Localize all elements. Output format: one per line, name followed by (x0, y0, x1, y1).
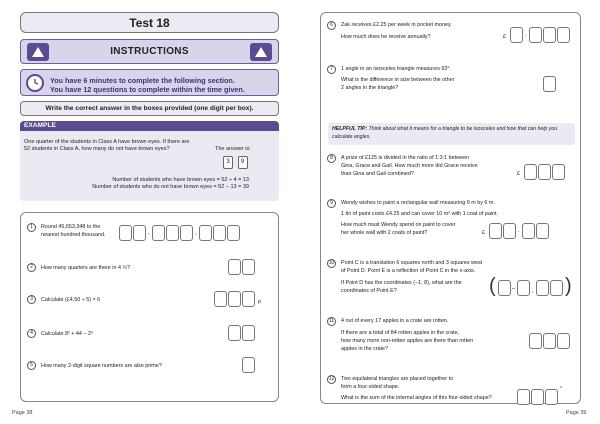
example-line-2: 52 students in Class A, how many do not have brown eyes? (24, 146, 170, 152)
answer-box[interactable] (214, 291, 227, 307)
question-text: coordinates of Point E? (341, 288, 397, 294)
question-text: How much does he receive annually? (341, 34, 431, 40)
question-text: How many 2-digit square numbers are also prime? (41, 363, 162, 369)
unit-label: p (258, 299, 261, 305)
question-number: 4 (27, 329, 36, 338)
answer-box[interactable] (550, 280, 563, 296)
warning-triangle-icon (250, 43, 272, 61)
question-text: A prize of £125 is divided in the ratio of 1:3:1 between (341, 155, 469, 161)
answer-box[interactable] (242, 259, 255, 275)
question-text: Calculate (£4.50 ÷ 5) × 6 (41, 297, 101, 303)
example-line-1: One quarter of the students in Class A have brown eyes. If there are (24, 139, 190, 145)
question-text: Two equilateral triangles are placed together to (341, 376, 454, 382)
example-working-2: Number of students who do not have brown eyes = 52 − 13 = 39 (92, 184, 249, 190)
answer-box[interactable] (545, 389, 558, 405)
question-number: 9 (327, 199, 336, 208)
answer-box[interactable] (510, 27, 523, 43)
answer-box[interactable] (517, 280, 530, 296)
clock-icon (26, 74, 44, 92)
answer-box[interactable] (489, 223, 502, 239)
instructions-label: INSTRUCTIONS (110, 46, 189, 57)
question-number: 3 (27, 295, 36, 304)
answer-digit: 9 (238, 156, 248, 169)
question-text: form a four-sided shape. (341, 384, 400, 390)
answer-box[interactable] (536, 280, 549, 296)
instructions-banner (20, 39, 279, 64)
time-line-1: You have 6 minutes to complete the following section. (50, 76, 235, 85)
right-page (300, 0, 600, 424)
helpful-tip (328, 123, 575, 145)
answer-label: The answer is: (215, 146, 251, 152)
questions-panel-left: 1 Round 45,653,348 to the nearest hundred thousand. , , 2 How many quarters are there in 4 ½? 3 Calculate (£4.50 ÷ 5) × 6 p 4 Calculate 8² + 44 − 2³ 5 How many 2-digit square numbers are also prime? (20, 212, 279, 402)
answer-box[interactable] (538, 164, 551, 180)
question-text: 1 angle in an isosceles triangle measures 93°. (341, 66, 452, 72)
time-notice (20, 69, 279, 96)
answer-box[interactable] (213, 225, 226, 241)
page-number: Page 39 (566, 410, 587, 416)
question-number: 6 (327, 21, 336, 30)
question-text: What is the difference in size between the other (341, 77, 455, 83)
question-text: Round 45,653,348 to the (41, 224, 101, 230)
answer-box[interactable] (531, 389, 544, 405)
answer-box[interactable] (529, 27, 542, 43)
answer-box[interactable] (199, 225, 212, 241)
unit-label: £ (503, 34, 506, 40)
answer-box[interactable] (543, 27, 556, 43)
question-text: than Gina and Gail combined? (341, 171, 414, 177)
answer-box[interactable] (524, 164, 537, 180)
answer-box[interactable] (152, 225, 165, 241)
question-text: If there are a total of 84 rotten apples in the crate, (341, 330, 460, 336)
question-text: Calculate 8² + 44 − 2³ (41, 331, 93, 337)
answer-box[interactable] (242, 291, 255, 307)
question-text: Zak receives £2.25 per week in pocket money. (341, 22, 452, 28)
example-panel (20, 121, 279, 201)
question-text: If Point D has the coordinates (−1, 8), what are the (341, 280, 462, 286)
answer-box[interactable] (119, 225, 132, 241)
example-working-1: Number of students who have brown eyes = 52 ÷ 4 = 13 (112, 177, 249, 183)
answer-box[interactable] (517, 389, 530, 405)
tip-text: Think about what it means for a triangle to be isosceles and how that can help you calculate angles. (332, 126, 558, 140)
unit-label: ° (560, 386, 563, 392)
answer-box[interactable] (228, 291, 241, 307)
question-text: her whole wall with 2 coats of paint? (341, 230, 428, 236)
answer-box[interactable] (498, 280, 511, 296)
answer-box[interactable] (227, 225, 240, 241)
question-number: 5 (27, 361, 36, 370)
answer-box[interactable] (228, 259, 241, 275)
question-number: 8 (327, 154, 336, 163)
question-number: 12 (328, 376, 335, 382)
test-title: Test 18 (20, 12, 279, 33)
answer-box[interactable] (522, 223, 535, 239)
answer-box[interactable] (536, 223, 549, 239)
question-text: of Point D. Point E is a reflection of Point C in the x-axis. (341, 268, 476, 274)
questions-panel-right: 6 Zak receives £2.25 per week in pocket money. How much does he receive annually? £ . 7 1 angle in an isosceles triangle measures 93°. What is the difference in size between the other 2 angles in the triangle? HELPFUL TIP: Think about what it means for a triangle to be isosceles and how that can help you calculate angles. 8 A prize of £125 is divided in the ratio of 1:3:1 between Gina, Grace and Gail. How much more did Grace receive than Gina and Gail combined? £ 9 Wendy wishes to paint a rectangular wall measuring 9 m by 6 m. 1 tin of paint costs £4.25 and can cover 10 m² with 1 coat of paint. How much must Wendy spend on paint to cover her whole wall with 2 coats of paint? £ . 10 Point C is a translation 6 squares north and 3 squares west of Point D. Point E is a reflection of Point C in the x-axis. If Point D has the coordinates (−1, 8), what are the coordinates of Point E? ( – , ) 11 4 out of every 17 apples in a crate are rotten. If there are a total of 84 rotten apples in the crate, how many more non-rotten apples are there than rotten apples in the crate? 12 Two equilateral triangles are placed together to form a four-sided shape. What is the sum of the internal angles of this four-sided shape? ° (320, 12, 581, 404)
question-text: How many quarters are there in 4 ½? (41, 265, 130, 271)
answer-box[interactable] (180, 225, 193, 241)
answer-box[interactable] (552, 164, 565, 180)
question-text: What is the sum of the internal angles of this four-sided shape? (341, 395, 492, 401)
time-line-2: You have 12 questions to complete within the time given. (50, 85, 245, 94)
question-text: Gina, Grace and Gail. How much more did Grace receive (341, 163, 478, 169)
answer-instruction: Write the correct answer in the boxes provided (one digit per box). (20, 101, 279, 116)
question-text: apples in the crate? (341, 346, 389, 352)
answer-box[interactable] (503, 223, 516, 239)
warning-triangle-icon (27, 43, 49, 61)
question-text: how many more non-rotten apples are there than rotten (341, 338, 474, 344)
question-text: nearest hundred thousand. (41, 232, 106, 238)
answer-box[interactable] (242, 357, 255, 373)
example-answer (223, 156, 248, 169)
unit-label: £ (482, 230, 485, 236)
tip-label: HELPFUL TIP: (332, 126, 368, 132)
question-text: Point C is a translation 6 squares north and 3 squares west (341, 260, 483, 266)
answer-box[interactable] (543, 333, 556, 349)
question-number: 7 (327, 65, 336, 74)
answer-box[interactable] (557, 333, 570, 349)
answer-box[interactable] (133, 225, 146, 241)
unit-label: £ (517, 171, 520, 177)
question-number: 10 (328, 260, 335, 266)
answer-box[interactable] (166, 225, 179, 241)
page-number: Page 38 (12, 410, 33, 416)
answer-box[interactable] (228, 325, 241, 341)
question-text: 2 angles in the triangle? (341, 85, 399, 91)
question-number: 1 (27, 223, 36, 232)
question-number: 2 (27, 263, 36, 272)
answer-box[interactable] (557, 27, 570, 43)
question-number: 11 (328, 318, 335, 324)
question-text: Wendy wishes to paint a rectangular wall measuring 9 m by 6 m. (341, 200, 495, 206)
answer-box[interactable] (543, 76, 556, 92)
answer-box[interactable] (242, 325, 255, 341)
question-text: How much must Wendy spend on paint to cover (341, 222, 456, 228)
example-heading: EXAMPLE (20, 121, 279, 131)
question-text: 1 tin of paint costs £4.25 and can cover 10 m² with 1 coat of paint. (341, 211, 499, 217)
answer-box[interactable] (529, 333, 542, 349)
answer-digit: 3 (223, 156, 233, 169)
question-text: 4 out of every 17 apples in a crate are rotten. (341, 318, 449, 324)
